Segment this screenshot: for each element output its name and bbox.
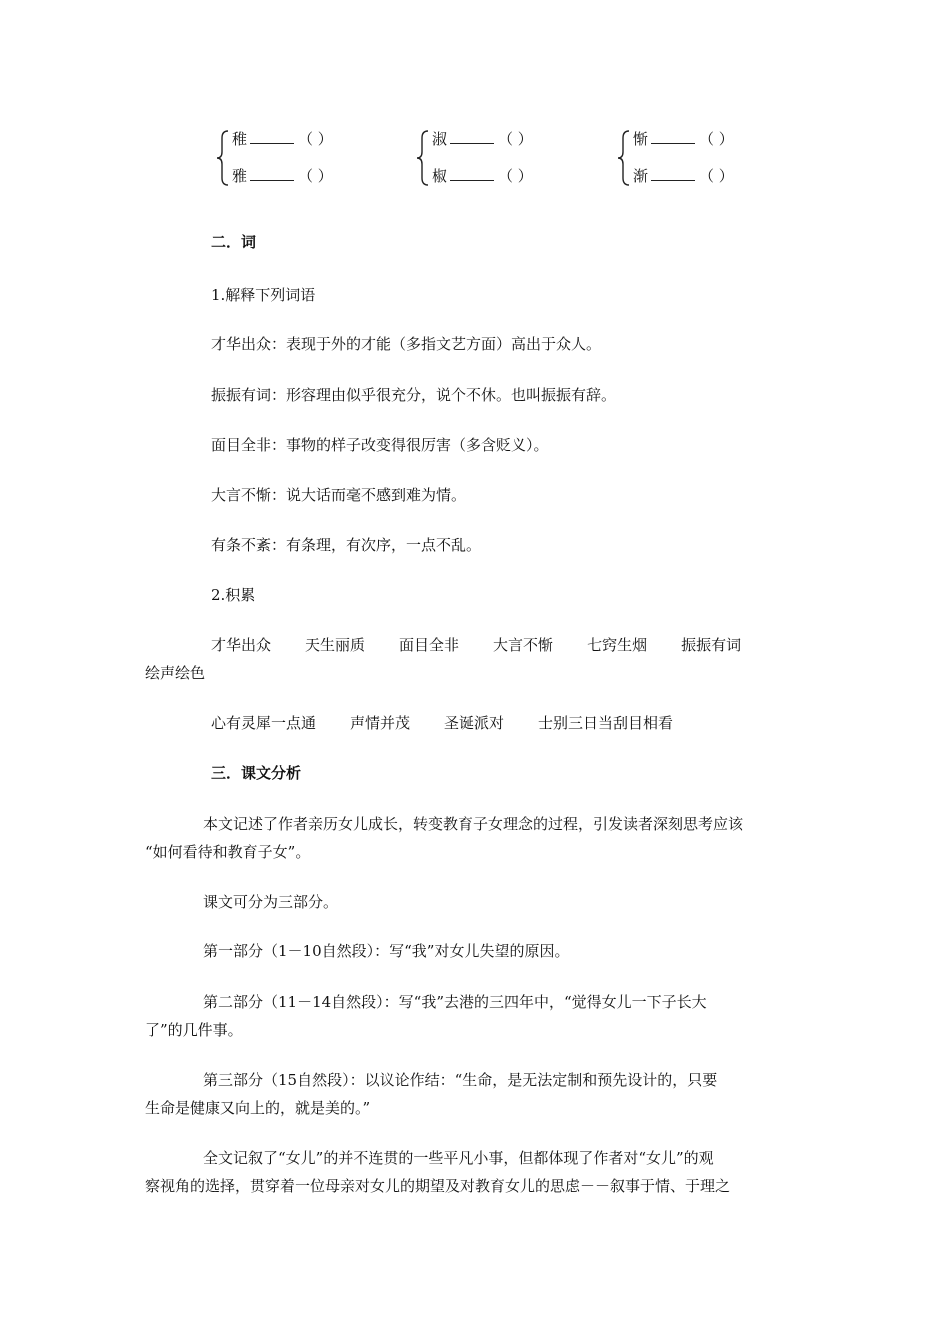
char: 渐 bbox=[633, 167, 649, 185]
paren: （ ） bbox=[298, 130, 333, 148]
word: 面目全非 bbox=[399, 636, 460, 654]
paragraph-line: “如何看待和教育子女”。 bbox=[145, 843, 311, 861]
char-row bbox=[633, 128, 734, 149]
accumulate-row bbox=[211, 634, 775, 655]
blank-line bbox=[250, 168, 294, 181]
char: 雅 bbox=[232, 167, 248, 185]
brace-icon bbox=[416, 130, 430, 186]
word: 圣诞派对 bbox=[444, 714, 505, 732]
paragraph-line: 本文记述了作者亲历女儿成长，转变教育子女理念的过程，引发读者深刻思考应该 bbox=[203, 815, 744, 833]
char-group-2 bbox=[416, 128, 576, 188]
paragraph-line: 全文记叙了“女儿”的并不连贯的一些平凡小事，但都体现了作者对“女儿”的观 bbox=[203, 1149, 714, 1167]
word: 士别三日当刮目相看 bbox=[538, 714, 674, 732]
char-row bbox=[432, 165, 533, 186]
char-group-1 bbox=[216, 128, 376, 188]
paren: （ ） bbox=[498, 130, 533, 148]
paragraph-line: 察视角的选择，贯穿着一位母亲对女儿的期望及对教育女儿的思虑－－叙事于情、于理之 bbox=[145, 1177, 731, 1195]
char-row bbox=[232, 165, 333, 186]
blank-line bbox=[651, 168, 695, 181]
subsection-title: 1.解释下列词语 bbox=[211, 286, 316, 304]
paragraph-line: 了”的几件事。 bbox=[145, 1021, 243, 1039]
blank-line bbox=[450, 168, 494, 181]
subsection-title: 2.积累 bbox=[211, 586, 256, 604]
char-group-3 bbox=[617, 128, 777, 188]
brace-icon bbox=[216, 130, 230, 186]
char: 惭 bbox=[633, 130, 649, 148]
char-row bbox=[633, 165, 734, 186]
paragraph-line: 第三部分（15自然段）：以议论作结：“生命，是无法定制和预先设计的，只要 bbox=[203, 1071, 718, 1089]
paren: （ ） bbox=[699, 167, 734, 185]
section-title: 三．课文分析 bbox=[211, 764, 302, 782]
char: 稚 bbox=[232, 130, 248, 148]
word: 大言不惭 bbox=[493, 636, 554, 654]
word: 绘声绘色 bbox=[145, 664, 206, 682]
word: 振振有词 bbox=[681, 636, 742, 654]
paren: （ ） bbox=[699, 130, 734, 148]
word: 心有灵犀一点通 bbox=[211, 714, 317, 732]
paragraph-line: 第二部分（11－14自然段）：写“我”去港的三四年中，“觉得女儿一下子长大 bbox=[203, 993, 707, 1011]
blank-line bbox=[651, 131, 695, 144]
definition-item: 振振有词：形容理由似乎很充分，说个不休。也叫振振有辞。 bbox=[211, 386, 617, 404]
section-title: 二．词 bbox=[211, 233, 257, 251]
word: 天生丽质 bbox=[305, 636, 366, 654]
definition-item: 才华出众：表现于外的才能（多指文艺方面）高出于众人。 bbox=[211, 335, 602, 353]
paragraph-line: 生命是健康又向上的，就是美的。” bbox=[145, 1099, 371, 1117]
char-row bbox=[232, 128, 333, 149]
brace-icon bbox=[617, 130, 631, 186]
definition-item: 面目全非：事物的样子改变得很厉害（多含贬义）。 bbox=[211, 436, 549, 454]
blank-line bbox=[450, 131, 494, 144]
definition-item: 有条不紊：有条理，有次序，一点不乱。 bbox=[211, 536, 482, 554]
definition-item: 大言不惭：说大话而毫不感到难为情。 bbox=[211, 486, 467, 504]
paren: （ ） bbox=[498, 167, 533, 185]
accumulate-row bbox=[211, 712, 707, 733]
word: 才华出众 bbox=[211, 636, 272, 654]
char-row bbox=[432, 128, 533, 149]
char: 椒 bbox=[432, 167, 448, 185]
word: 七窍生烟 bbox=[587, 636, 648, 654]
paragraph: 第一部分（1－10自然段）：写“我”对女儿失望的原因。 bbox=[203, 942, 570, 960]
char: 淑 bbox=[432, 130, 448, 148]
paren: （ ） bbox=[298, 167, 333, 185]
paragraph: 课文可分为三部分。 bbox=[203, 893, 339, 911]
blank-line bbox=[250, 131, 294, 144]
word: 声情并茂 bbox=[350, 714, 411, 732]
